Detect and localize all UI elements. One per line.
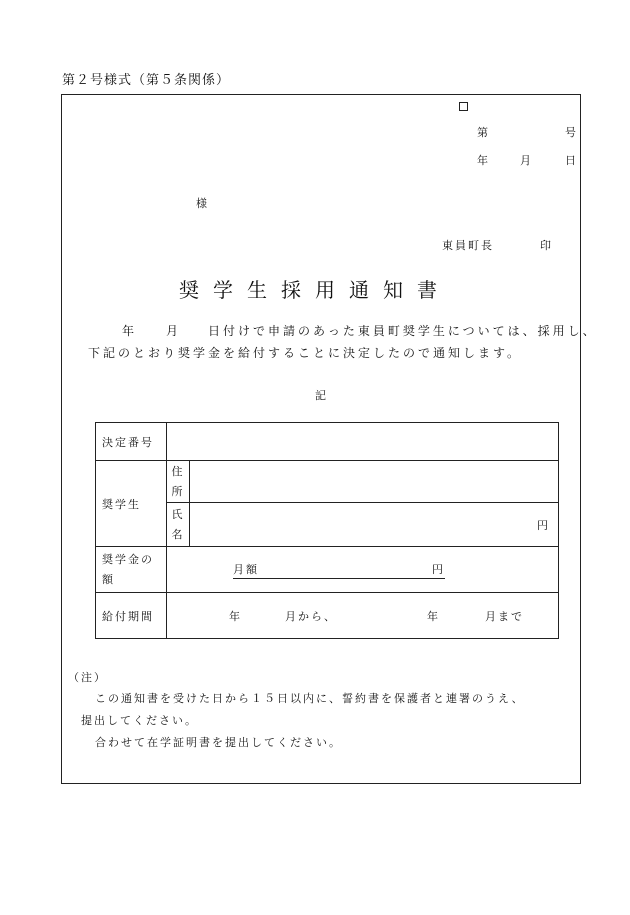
date-month: 月 — [520, 154, 533, 167]
seal-mark: 印 — [540, 239, 553, 252]
decision-number-value[interactable] — [167, 423, 559, 461]
name-value[interactable] — [190, 503, 559, 547]
period-to: 月まで — [485, 610, 524, 623]
period-value[interactable] — [167, 593, 559, 639]
decision-number-label: 決定番号 — [96, 423, 167, 461]
number-go: 号 — [565, 126, 578, 139]
form-number-label: 第２号様式（第５条関係） — [62, 73, 231, 88]
amount-yen: 円 — [432, 562, 445, 576]
period-year1: 年 — [229, 610, 242, 623]
amount-label: 奨学金の 額 — [96, 547, 167, 593]
checkbox-square[interactable] — [459, 102, 468, 111]
period-from: 月から、 — [285, 610, 337, 623]
amount-value[interactable] — [167, 547, 559, 593]
date-year: 年 — [477, 154, 490, 167]
body-line1: 日付けで申請のあった東員町奨学生については、採用し、 — [208, 324, 598, 338]
address-value[interactable] — [190, 461, 559, 503]
issuer-name: 東員町長 — [442, 239, 494, 252]
body-month: 月 — [166, 324, 182, 338]
note-heading: （注） — [68, 671, 107, 684]
note-line3: 合わせて在学証明書を提出してください。 — [95, 736, 342, 749]
body-year: 年 — [122, 324, 138, 338]
body-line2: 下記のとおり奨学金を給付することに決定したので通知します。 — [88, 346, 523, 360]
note-line2: 提出してください。 — [81, 714, 198, 727]
number-dai: 第 — [477, 126, 490, 139]
scholarship-table — [95, 422, 559, 639]
name-label: 氏 名 — [167, 503, 190, 547]
date-day: 日 — [565, 154, 578, 167]
document-title: 奨学生採用通知書 — [179, 278, 451, 302]
recipient-sama: 様 — [196, 197, 209, 210]
scholar-label: 奨学生 — [96, 461, 167, 547]
address-label: 住 所 — [167, 461, 190, 503]
yen-mark: 円 — [537, 518, 550, 532]
monthly-amount-label: 月額 — [233, 562, 259, 576]
note-line1: この通知書を受けた日から１５日以内に、誓約書を保護者と連署のうえ、 — [95, 692, 525, 705]
period-label: 給付期間 — [96, 593, 167, 639]
monthly-amount-line — [233, 561, 445, 579]
period-year2: 年 — [427, 610, 440, 623]
ki-heading: 記 — [315, 389, 328, 402]
